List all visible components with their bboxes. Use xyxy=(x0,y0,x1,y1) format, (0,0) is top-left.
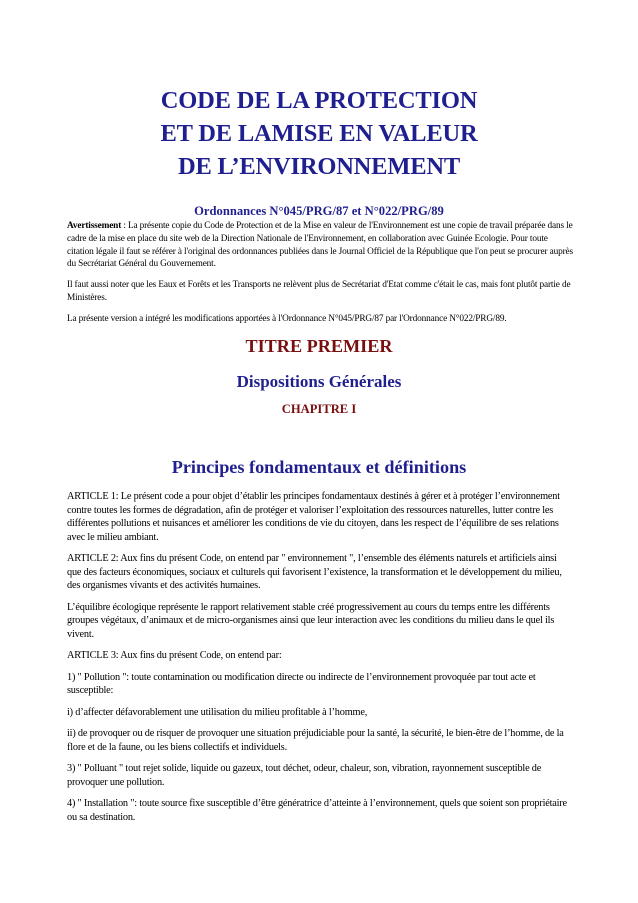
title-line-3: DE L’ENVIRONNEMENT xyxy=(177,153,461,180)
warning-paragraph xyxy=(67,220,573,271)
note-ministries: Il faut aussi noter que les Eaux et Forêts et les Transports ne relèvent plus de Secrétariat d'Etat comme c'était le cas, mais font plutôt partie de Ministères. xyxy=(67,280,571,303)
ordonnances-subtitle: Ordonnances N°045/PRG/87 et N°022/PRG/89 xyxy=(194,204,444,218)
chapitre-heading: CHAPITRE I xyxy=(281,402,357,416)
warning-label: Avertissement xyxy=(67,221,122,231)
article-3: ARTICLE 3: Aux fins du présent Code, on entend par: xyxy=(67,650,282,662)
note-version: La présente version a intégré les modifications apportées à l'Ordonnance N°045/PRG/87 par l'Ordonnance N°022/PRG/89. xyxy=(67,313,507,324)
title-line-1: CODE DE LA PROTECTION xyxy=(160,87,478,114)
body-text xyxy=(67,490,573,832)
dispositions-heading: Dispositions Générales xyxy=(236,372,402,391)
definition-installation: 4) " Installation ": toute source fixe susceptible d’être génératrice d’atteinte à l’environnement, quels que soient son propriétaire ou sa destination. xyxy=(67,798,567,823)
definition-pollution: 1) " Pollution ": toute contamination ou modification directe ou indirecte de l’environnement provoquée par tout acte et susceptible: xyxy=(67,671,536,697)
titre-heading: TITRE PREMIER xyxy=(245,336,393,356)
principes-heading: Principes fondamentaux et définitions xyxy=(171,457,467,477)
article-1: ARTICLE 1: Le présent code a pour objet d’établir les principes fondamentaux destinés à gérer et à protéger l’environnement contre toutes les formes de dégradation, afin de protéger et valoriser l’exploitation des ressources naturelles, lutter contre les différentes pollutions et nuisances et améliorer les conditions de vie du citoyen, dans les respect de l’équilibre de ses relations avec le milieu ambiant. xyxy=(67,491,560,543)
document-title xyxy=(0,84,638,183)
article-2: ARTICLE 2: Aux fins du présent Code, on entend par " environnement ", l’ensemble des éléments naturels et artificiels ainsi que des facteurs économiques, sociaux et culturels qui favorisent l’existence, la transformation et le développement du milieu, des organismes vivants et des activités humaines. xyxy=(67,553,562,592)
definition-pollution-ii: ii) de provoquer ou de risquer de provoquer une situation préjudiciable pour la santé, la sécurité, le bien-être de l’homme, de la flore et de la faune, ou les biens collectifs et individuels. xyxy=(67,728,564,753)
front-matter xyxy=(67,220,573,334)
equilibre-paragraph: L’équilibre écologique représente le rapport relativement stable créé progressivement au cours du temps entre les différents groupes végétaux, d’animaux et de micro-organismes ainsi que leur interaction avec les conditions du milieu dans le quel ils vivent. xyxy=(67,601,555,640)
title-line-2: ET DE LAMISE EN VALEUR xyxy=(160,120,478,147)
definition-pollution-i: i) d’affecter défavorablement une utilisation du milieu profitable à l’homme, xyxy=(67,706,368,718)
warning-text: : La présente copie du Code de Protection et de la Mise en valeur de l'Environnement est une copie de travail préparée dans le cadre de la mise en place du site web de la Direction Nationale de l'Environnement, en collaboration avec Guinée Ecologie. Pour toute citation légale il faut se référer à l'original des ordonnances publiées dans le Journal Officiel de la République que l'on peut se procurer auprès du Secrétariat Général du Gouvernement. xyxy=(67,221,573,270)
definition-polluant: 3) " Polluant " tout rejet solide, liquide ou gazeux, tout déchet, odeur, chaleur, son, vibration, rayonnement susceptible de provoquer une pollution. xyxy=(67,763,542,788)
